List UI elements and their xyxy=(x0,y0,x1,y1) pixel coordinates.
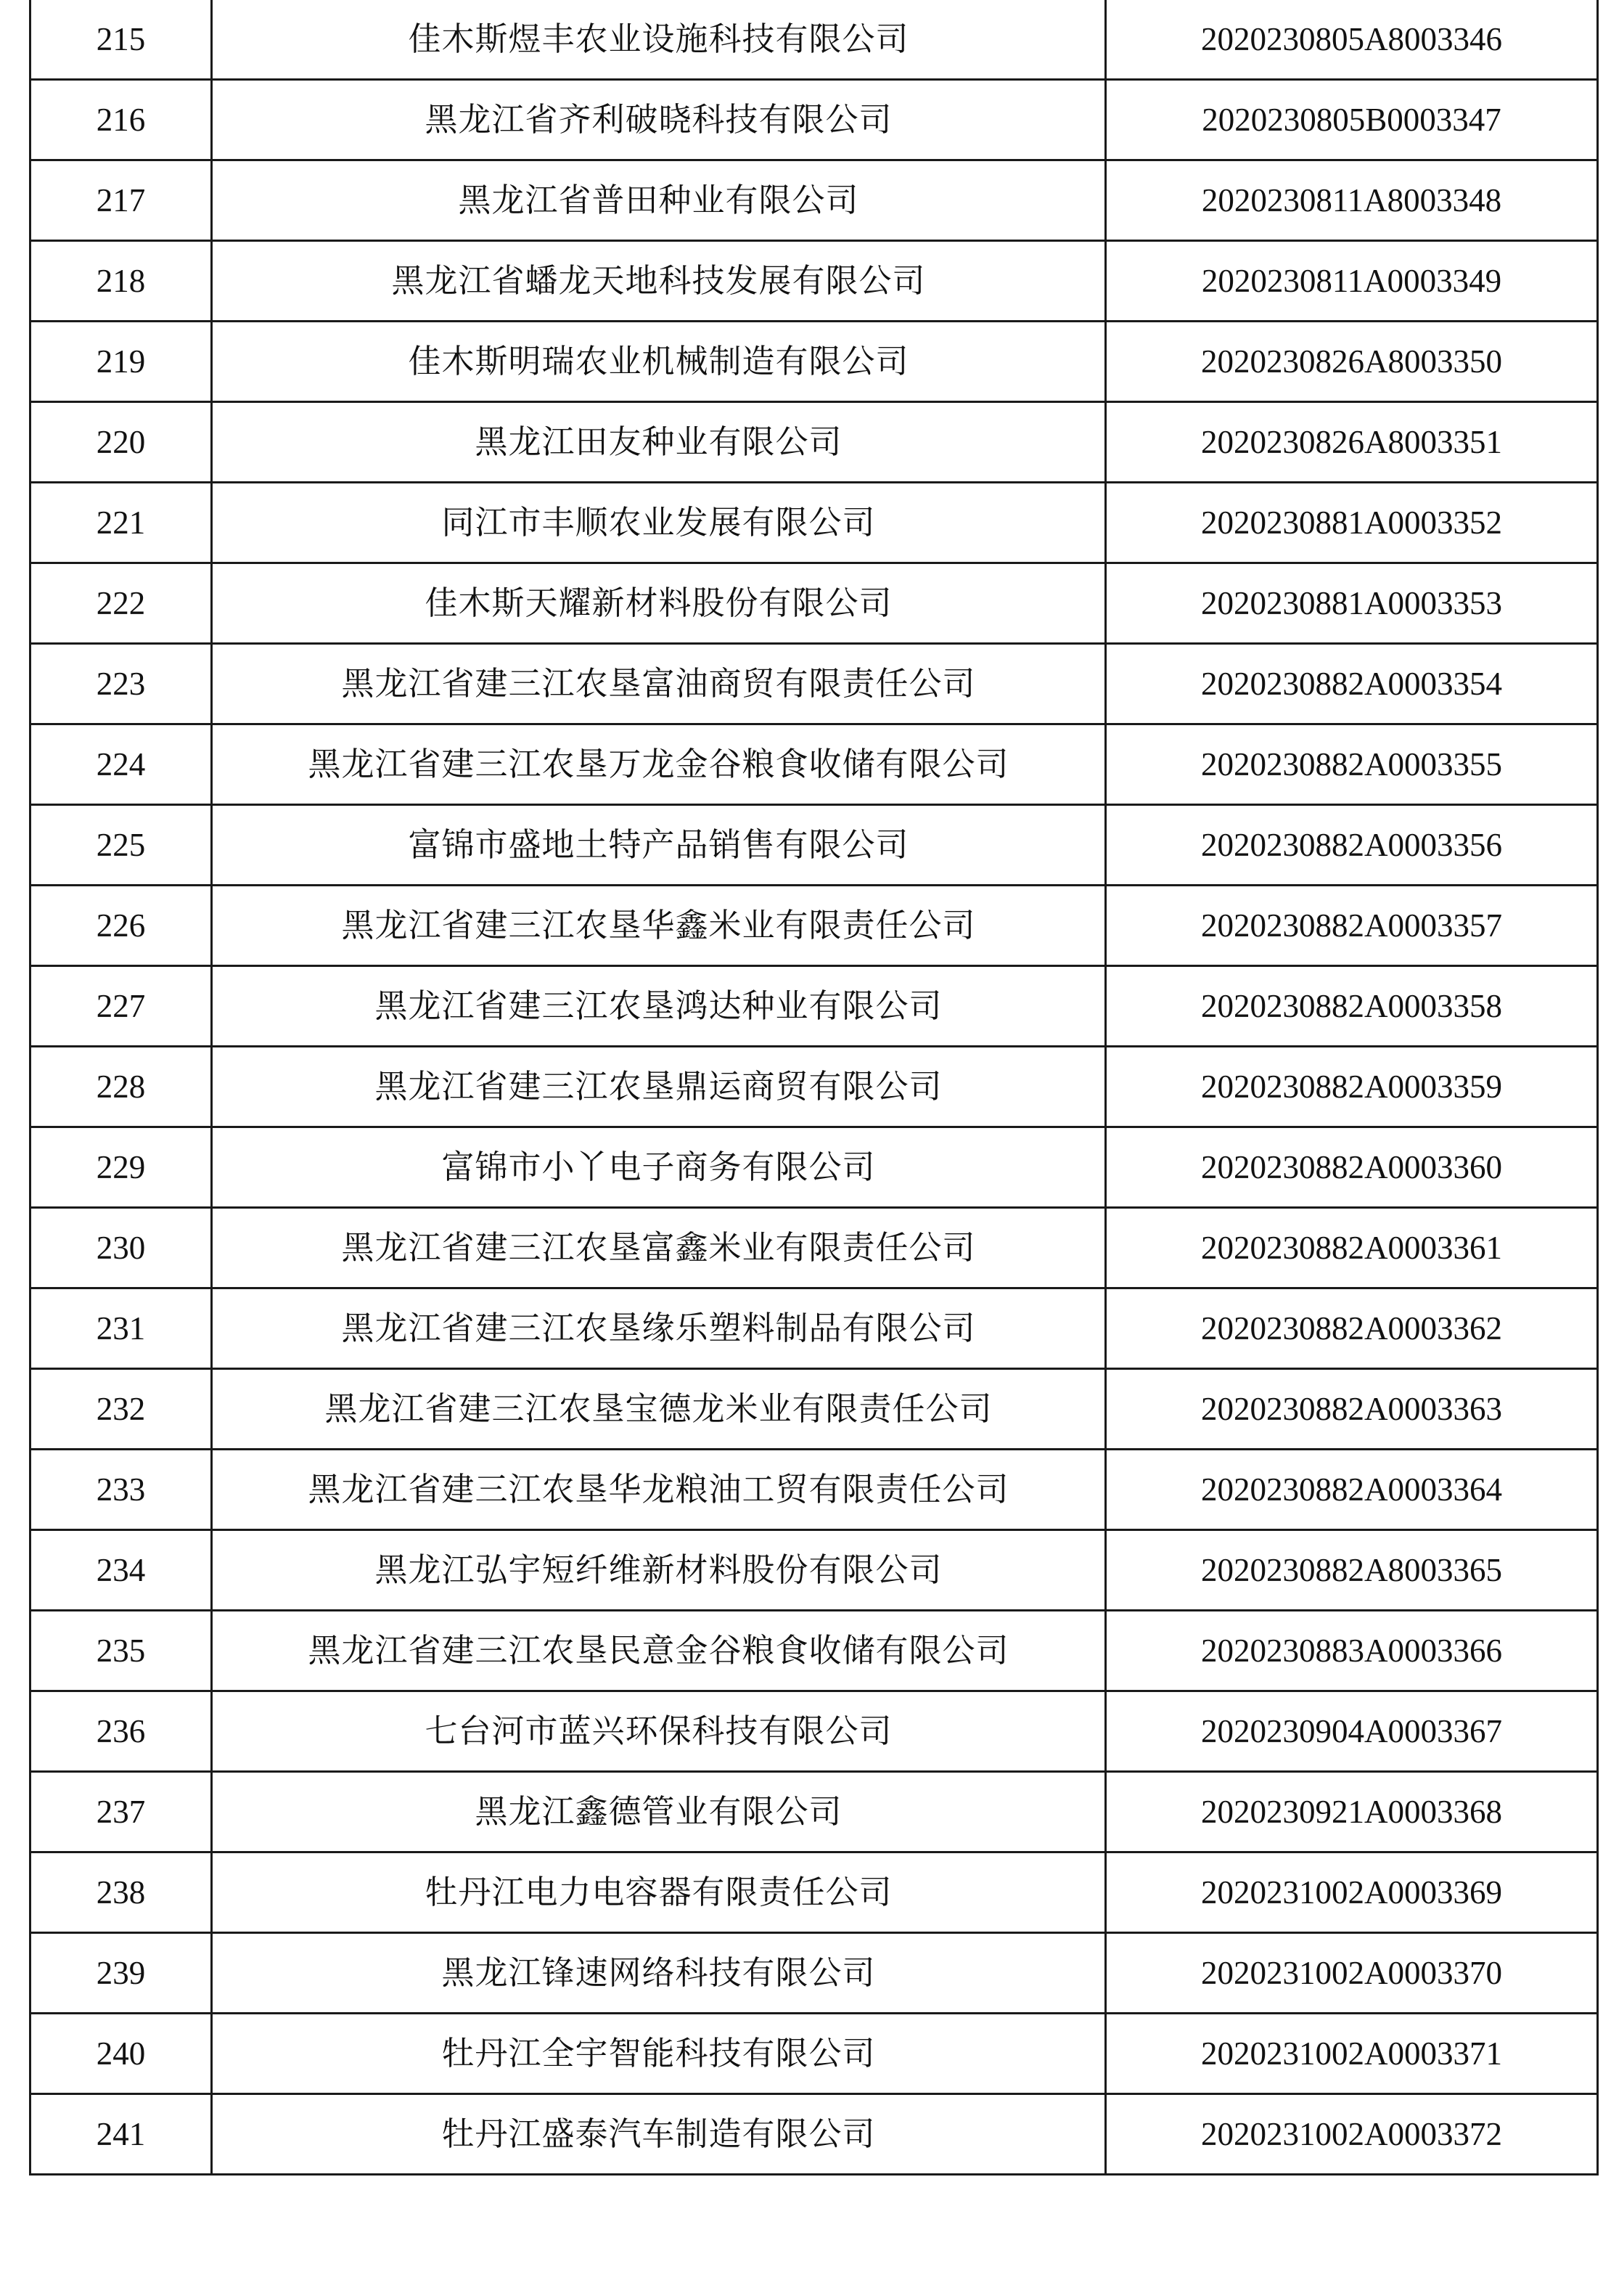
table-row xyxy=(30,1127,1598,1208)
company-name: 黑龙江田友种业有限公司 xyxy=(212,402,1106,483)
row-number: 220 xyxy=(30,402,212,483)
table-row xyxy=(30,724,1598,805)
row-number: 226 xyxy=(30,886,212,966)
row-number: 225 xyxy=(30,805,212,886)
company-name: 黑龙江省蟠龙天地科技发展有限公司 xyxy=(212,241,1106,322)
table-row xyxy=(30,322,1598,402)
company-name: 黑龙江省建三江农垦缘乐塑料制品有限公司 xyxy=(212,1288,1106,1369)
table-row xyxy=(30,1369,1598,1450)
table-row xyxy=(30,2094,1598,2175)
company-name: 富锦市盛地土特产品销售有限公司 xyxy=(212,805,1106,886)
registration-code: 2020230882A0003358 xyxy=(1106,966,1598,1047)
registration-code: 2020230882A0003355 xyxy=(1106,724,1598,805)
table-row xyxy=(30,160,1598,241)
row-number: 232 xyxy=(30,1369,212,1450)
row-number: 227 xyxy=(30,966,212,1047)
table-row xyxy=(30,966,1598,1047)
company-name: 同江市丰顺农业发展有限公司 xyxy=(212,483,1106,563)
table-row xyxy=(30,241,1598,322)
table-row xyxy=(30,2014,1598,2094)
registration-code: 2020230811A0003349 xyxy=(1106,241,1598,322)
company-name: 黑龙江省建三江农垦民意金谷粮食收储有限公司 xyxy=(212,1611,1106,1691)
table-row xyxy=(30,1450,1598,1530)
company-name: 黑龙江省建三江农垦富油商贸有限责任公司 xyxy=(212,644,1106,724)
company-name: 佳木斯明瑞农业机械制造有限公司 xyxy=(212,322,1106,402)
table-row xyxy=(30,805,1598,886)
table-row xyxy=(30,1772,1598,1852)
registration-code: 2020231002A0003372 xyxy=(1106,2094,1598,2175)
company-name: 牡丹江盛泰汽车制造有限公司 xyxy=(212,2094,1106,2175)
row-number: 228 xyxy=(30,1047,212,1127)
table-row xyxy=(30,80,1598,160)
company-name: 黑龙江弘宇短纤维新材料股份有限公司 xyxy=(212,1530,1106,1611)
table-row xyxy=(30,1611,1598,1691)
registration-code: 2020230882A8003365 xyxy=(1106,1530,1598,1611)
registration-code: 2020231002A0003369 xyxy=(1106,1852,1598,1933)
table-row xyxy=(30,1852,1598,1933)
registration-code: 2020230805B0003347 xyxy=(1106,80,1598,160)
row-number: 237 xyxy=(30,1772,212,1852)
company-name: 富锦市小丫电子商务有限公司 xyxy=(212,1127,1106,1208)
table-body xyxy=(30,0,1598,2175)
row-number: 219 xyxy=(30,322,212,402)
registration-code: 2020230921A0003368 xyxy=(1106,1772,1598,1852)
company-name: 七台河市蓝兴环保科技有限公司 xyxy=(212,1691,1106,1772)
registration-code: 2020230811A8003348 xyxy=(1106,160,1598,241)
company-name: 佳木斯天耀新材料股份有限公司 xyxy=(212,563,1106,644)
row-number: 235 xyxy=(30,1611,212,1691)
table-row xyxy=(30,402,1598,483)
row-number: 217 xyxy=(30,160,212,241)
table-row xyxy=(30,1288,1598,1369)
table-row xyxy=(30,1691,1598,1772)
company-name: 黑龙江省建三江农垦富鑫米业有限责任公司 xyxy=(212,1208,1106,1288)
company-name: 黑龙江锋速网络科技有限公司 xyxy=(212,1933,1106,2014)
table-row xyxy=(30,644,1598,724)
company-name: 黑龙江省建三江农垦鸿达种业有限公司 xyxy=(212,966,1106,1047)
row-number: 240 xyxy=(30,2014,212,2094)
company-name: 黑龙江省齐利破晓科技有限公司 xyxy=(212,80,1106,160)
registration-code: 2020230881A0003352 xyxy=(1106,483,1598,563)
row-number: 216 xyxy=(30,80,212,160)
table-row xyxy=(30,886,1598,966)
registration-code: 2020230882A0003360 xyxy=(1106,1127,1598,1208)
table-row xyxy=(30,1933,1598,2014)
registration-code: 2020230826A8003350 xyxy=(1106,322,1598,402)
row-number: 221 xyxy=(30,483,212,563)
table-row xyxy=(30,1530,1598,1611)
row-number: 218 xyxy=(30,241,212,322)
row-number: 234 xyxy=(30,1530,212,1611)
company-name: 牡丹江全宇智能科技有限公司 xyxy=(212,2014,1106,2094)
company-name: 黑龙江省建三江农垦鼎运商贸有限公司 xyxy=(212,1047,1106,1127)
row-number: 241 xyxy=(30,2094,212,2175)
row-number: 236 xyxy=(30,1691,212,1772)
registration-code: 2020231002A0003370 xyxy=(1106,1933,1598,2014)
registration-code: 2020230883A0003366 xyxy=(1106,1611,1598,1691)
registration-code: 2020230805A8003346 xyxy=(1106,0,1598,80)
table-row xyxy=(30,0,1598,80)
company-registry-table xyxy=(29,0,1599,2176)
registration-code: 2020230826A8003351 xyxy=(1106,402,1598,483)
company-name: 牡丹江电力电容器有限责任公司 xyxy=(212,1852,1106,1933)
row-number: 231 xyxy=(30,1288,212,1369)
registration-code: 2020230881A0003353 xyxy=(1106,563,1598,644)
table-row xyxy=(30,1047,1598,1127)
table-row xyxy=(30,483,1598,563)
registration-code: 2020230882A0003356 xyxy=(1106,805,1598,886)
row-number: 215 xyxy=(30,0,212,80)
company-name: 黑龙江省建三江农垦万龙金谷粮食收储有限公司 xyxy=(212,724,1106,805)
registration-code: 2020230882A0003363 xyxy=(1106,1369,1598,1450)
row-number: 229 xyxy=(30,1127,212,1208)
company-name: 黑龙江省普田种业有限公司 xyxy=(212,160,1106,241)
company-name: 黑龙江省建三江农垦宝德龙米业有限责任公司 xyxy=(212,1369,1106,1450)
table-row xyxy=(30,1208,1598,1288)
registration-code: 2020230904A0003367 xyxy=(1106,1691,1598,1772)
registration-code: 2020230882A0003359 xyxy=(1106,1047,1598,1127)
row-number: 223 xyxy=(30,644,212,724)
row-number: 239 xyxy=(30,1933,212,2014)
table-row xyxy=(30,563,1598,644)
row-number: 224 xyxy=(30,724,212,805)
registration-code: 2020231002A0003371 xyxy=(1106,2014,1598,2094)
company-name: 佳木斯煜丰农业设施科技有限公司 xyxy=(212,0,1106,80)
row-number: 233 xyxy=(30,1450,212,1530)
registration-code: 2020230882A0003362 xyxy=(1106,1288,1598,1369)
registration-code: 2020230882A0003361 xyxy=(1106,1208,1598,1288)
registration-code: 2020230882A0003357 xyxy=(1106,886,1598,966)
registration-code: 2020230882A0003354 xyxy=(1106,644,1598,724)
row-number: 222 xyxy=(30,563,212,644)
company-name: 黑龙江鑫德管业有限公司 xyxy=(212,1772,1106,1852)
company-name: 黑龙江省建三江农垦华龙粮油工贸有限责任公司 xyxy=(212,1450,1106,1530)
row-number: 230 xyxy=(30,1208,212,1288)
registration-code: 2020230882A0003364 xyxy=(1106,1450,1598,1530)
row-number: 238 xyxy=(30,1852,212,1933)
company-name: 黑龙江省建三江农垦华鑫米业有限责任公司 xyxy=(212,886,1106,966)
